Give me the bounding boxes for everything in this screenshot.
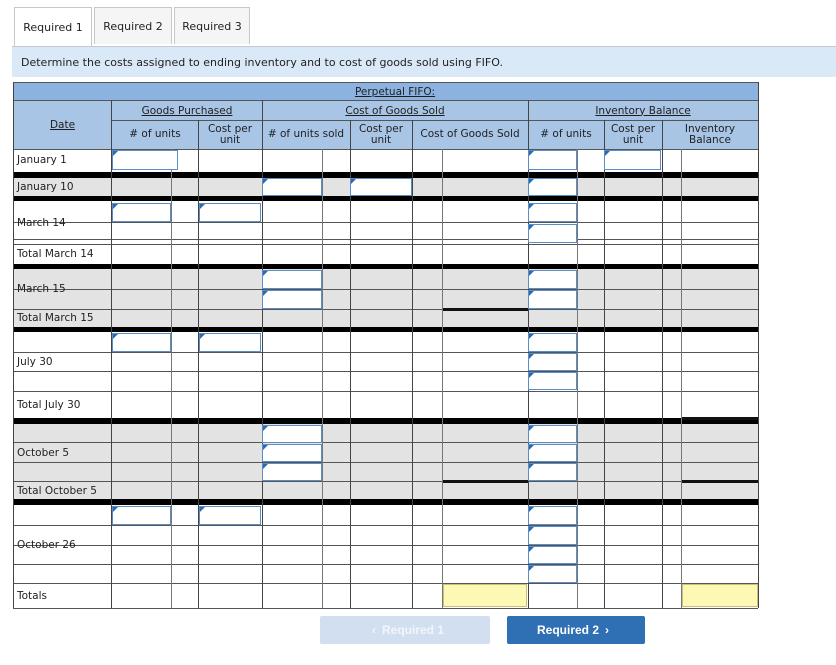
row-label-january-10: January 10 (17, 181, 74, 193)
gp-units-header: # of units (129, 128, 181, 140)
row-separator-1 (13, 196, 759, 201)
cost-of-goods-sold-header: Cost of Goods Sold (345, 104, 445, 117)
inv-cost-header: Cost per unit (610, 122, 656, 146)
mar15-cogs-units-1-input[interactable] (262, 270, 322, 289)
mar15-inv-units-1-input[interactable] (528, 270, 577, 289)
row-line-6 (13, 352, 758, 353)
oct26-inv-units-2-input[interactable] (528, 526, 577, 545)
col-line-14 (758, 149, 759, 608)
row-line-12 (13, 525, 758, 526)
row-line-13 (13, 545, 758, 546)
row-label-january-1: January 1 (17, 154, 67, 166)
jan10-inv-units-input[interactable] (528, 178, 577, 196)
row-label-october-5: October 5 (17, 447, 70, 459)
mar14-gp-units-input[interactable] (112, 203, 171, 222)
tab-label: Required 1 (23, 21, 83, 34)
row-band-9 (13, 481, 758, 499)
inv-balance-bar-1 (682, 417, 758, 420)
col-line-11 (604, 149, 605, 608)
mar15-inv-units-2-input[interactable] (528, 290, 577, 309)
row-line-11 (13, 481, 758, 482)
oct26-inv-units-4-input[interactable] (528, 565, 577, 583)
row-label-total-march-15: Total March 15 (17, 312, 94, 324)
hdr-left-edge (13, 82, 14, 100)
row-line-7 (13, 371, 758, 372)
instruction-text: Determine the costs assigned to ending inventory and to cost of goods sold using FIFO. (12, 47, 836, 77)
row-line-2 (13, 239, 758, 240)
gp-cost-header: Cost per unit (207, 122, 253, 146)
row-separator-2 (13, 264, 759, 269)
row-label-total-october-5: Total October 5 (17, 485, 97, 497)
row-band-8 (13, 424, 758, 481)
next-required-button[interactable] (507, 616, 645, 644)
cogs-total-bar-1 (443, 308, 528, 311)
row-label-october-26: October 26 (17, 539, 76, 551)
row-line-14 (13, 564, 758, 565)
row-line-9 (13, 442, 758, 443)
row-line-1 (13, 222, 758, 223)
mar14-inv-units-2-input[interactable] (528, 224, 577, 243)
col-line-10 (577, 149, 578, 608)
jan1-inv-units-input[interactable] (528, 150, 577, 170)
oct26-inv-units-1-input[interactable] (528, 506, 577, 525)
inv-units-header: # of units (540, 128, 592, 140)
row-band-5 (13, 309, 758, 327)
chevron-right-icon: › (605, 623, 609, 637)
oct26-gp-units-input[interactable] (112, 506, 171, 525)
jan10-cogs-units-input[interactable] (262, 178, 322, 196)
jan1-inv-cost-input[interactable] (604, 150, 661, 170)
previous-required-button[interactable] (320, 616, 490, 644)
mar15-cogs-units-2-input[interactable] (262, 290, 322, 309)
inv-balance-header: Inventory Balance (684, 122, 736, 146)
hdr-col-line-4 (758, 100, 759, 149)
row-line-8 (13, 391, 758, 392)
oct5-cogs-units-1-input[interactable] (262, 425, 322, 443)
row-separator-5 (13, 499, 759, 505)
cogs-total-header: Cost of Goods Sold (420, 128, 520, 140)
row-label-totals: Totals (17, 590, 47, 602)
row-label-march-15: March 15 (17, 283, 66, 295)
cogs-units-header: # of units sold (267, 128, 345, 140)
cogs-grand-total-cell (443, 584, 527, 607)
col-line-5 (322, 149, 323, 608)
inventory-balance-header: Inventory Balance (595, 104, 691, 117)
cogs-total-bar-2 (443, 480, 528, 483)
col-line-7 (412, 149, 413, 608)
col-line-8 (442, 149, 443, 608)
row-line-10 (13, 462, 758, 463)
jul30-inv-units-3-input[interactable] (528, 372, 577, 390)
tab-label: Required 3 (182, 19, 242, 33)
next-button-label: Required 2 (536, 623, 599, 637)
oct5-cogs-units-2-input[interactable] (262, 444, 322, 462)
oct26-gp-cost-input[interactable] (199, 506, 261, 525)
chevron-left-icon: ‹ (371, 623, 376, 637)
row-line-4 (13, 289, 758, 290)
col-line-12 (662, 149, 663, 608)
jul30-gp-units-input[interactable] (112, 333, 171, 352)
hdr-right-edge (758, 82, 759, 100)
cogs-cost-header: Cost per unit (358, 122, 404, 146)
oct26-inv-units-3-input[interactable] (528, 546, 577, 564)
col-line-2 (171, 149, 172, 608)
date-column-header: Date (49, 118, 76, 131)
row-band-11 (13, 583, 758, 608)
jul30-gp-cost-input[interactable] (199, 333, 261, 352)
inv-balance-bar-2 (682, 480, 758, 483)
row-label-july-30: July 30 (17, 356, 53, 368)
row-separator-4 (13, 418, 759, 424)
oct5-inv-units-1-input[interactable] (528, 425, 577, 443)
row-label-march-14: March 14 (17, 217, 66, 229)
jan10-cogs-cost-input[interactable] (350, 178, 412, 196)
row-label-total-march-14: Total March 14 (17, 248, 94, 260)
mar14-gp-cost-input[interactable] (199, 203, 261, 222)
col-line-6 (350, 149, 351, 608)
row-line-5 (13, 309, 758, 310)
table-title: Perpetual FIFO: (354, 85, 436, 98)
row-line-16 (13, 608, 758, 609)
tab-label: Required 2 (103, 19, 163, 33)
row-band-7 (13, 391, 758, 418)
jul30-inv-units-2-input[interactable] (528, 353, 577, 371)
col-line-4 (262, 149, 263, 608)
oct5-inv-units-2-input[interactable] (528, 444, 577, 462)
inventory-grand-total-cell (682, 584, 758, 607)
mar14-inv-units-1-input[interactable] (528, 203, 577, 222)
row-band-3 (13, 245, 758, 264)
col-line-13 (681, 149, 682, 608)
row-line-3 (13, 244, 758, 245)
goods-purchased-header: Goods Purchased (141, 104, 233, 117)
row-separator-3 (13, 327, 759, 332)
oct5-inv-units-3-input[interactable] (528, 463, 577, 481)
col-line-0 (13, 149, 14, 608)
row-line-15 (13, 583, 758, 584)
row-label-total-july-30: Total July 30 (17, 399, 81, 411)
jan1-units-sold-input[interactable] (112, 150, 178, 170)
oct5-cogs-units-3-input[interactable] (262, 463, 322, 481)
jul30-inv-units-1-input[interactable] (528, 333, 577, 352)
prev-button-label: Required 1 (381, 623, 444, 637)
